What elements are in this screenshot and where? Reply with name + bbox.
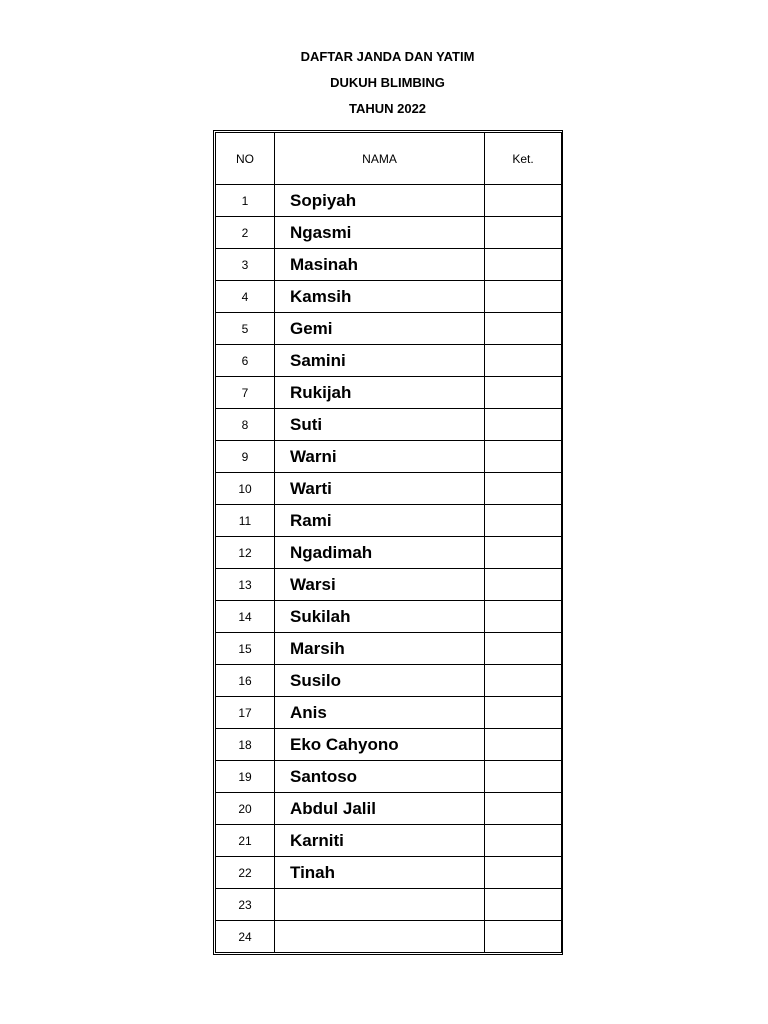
- cell-ket: [485, 601, 562, 633]
- cell-ket: [485, 185, 562, 217]
- table-row: [216, 473, 562, 505]
- cell-no: 17: [216, 697, 275, 729]
- cell-no: 6: [216, 345, 275, 377]
- document-title: DAFTAR JANDA DAN YATIM: [300, 49, 475, 64]
- cell-nama: Abdul Jalil: [275, 793, 485, 825]
- table-row: [216, 569, 562, 601]
- cell-no: 4: [216, 281, 275, 313]
- list-table-frame: [213, 130, 563, 955]
- cell-ket: [485, 505, 562, 537]
- table-row: [216, 825, 562, 857]
- cell-nama: Samini: [275, 345, 485, 377]
- cell-nama: Ngadimah: [275, 537, 485, 569]
- cell-ket: [485, 857, 562, 889]
- table-row: [216, 409, 562, 441]
- cell-no: 10: [216, 473, 275, 505]
- cell-ket: [485, 569, 562, 601]
- cell-ket: [485, 377, 562, 409]
- cell-nama: Marsih: [275, 633, 485, 665]
- table-row: [216, 793, 562, 825]
- cell-no: 2: [216, 217, 275, 249]
- cell-nama: Masinah: [275, 249, 485, 281]
- table-row: [216, 281, 562, 313]
- cell-ket: [485, 441, 562, 473]
- table-row: [216, 217, 562, 249]
- table-row: [216, 185, 562, 217]
- cell-nama: Kamsih: [275, 281, 485, 313]
- table-row: [216, 601, 562, 633]
- table-row: [216, 537, 562, 569]
- cell-no: 20: [216, 793, 275, 825]
- cell-no: 11: [216, 505, 275, 537]
- cell-no: 24: [216, 921, 275, 953]
- cell-nama: Ngasmi: [275, 217, 485, 249]
- header-no: NO: [216, 133, 275, 185]
- cell-no: 1: [216, 185, 275, 217]
- cell-nama: [275, 921, 485, 953]
- cell-nama: Warsi: [275, 569, 485, 601]
- table-row: [216, 505, 562, 537]
- document-title-block: [0, 47, 768, 125]
- document-subtitle-location: DUKUH BLIMBING: [330, 75, 445, 90]
- cell-no: 23: [216, 889, 275, 921]
- table-row: [216, 697, 562, 729]
- cell-no: 9: [216, 441, 275, 473]
- table-row: [216, 761, 562, 793]
- cell-ket: [485, 281, 562, 313]
- cell-ket: [485, 345, 562, 377]
- cell-ket: [485, 761, 562, 793]
- cell-no: 3: [216, 249, 275, 281]
- cell-ket: [485, 249, 562, 281]
- table-body: [216, 185, 562, 953]
- cell-no: 12: [216, 537, 275, 569]
- cell-ket: [485, 793, 562, 825]
- cell-no: 13: [216, 569, 275, 601]
- cell-nama: Warni: [275, 441, 485, 473]
- cell-no: 7: [216, 377, 275, 409]
- cell-nama: [275, 889, 485, 921]
- cell-no: 18: [216, 729, 275, 761]
- cell-ket: [485, 409, 562, 441]
- table-row: [216, 889, 562, 921]
- cell-no: 14: [216, 601, 275, 633]
- cell-nama: Eko Cahyono: [275, 729, 485, 761]
- cell-nama: Karniti: [275, 825, 485, 857]
- cell-ket: [485, 889, 562, 921]
- cell-nama: Anis: [275, 697, 485, 729]
- cell-ket: [485, 473, 562, 505]
- cell-no: 19: [216, 761, 275, 793]
- cell-ket: [485, 825, 562, 857]
- cell-ket: [485, 217, 562, 249]
- cell-ket: [485, 665, 562, 697]
- cell-nama: Sukilah: [275, 601, 485, 633]
- cell-nama: Rukijah: [275, 377, 485, 409]
- header-ket: Ket.: [485, 133, 562, 185]
- cell-nama: Tinah: [275, 857, 485, 889]
- cell-no: 21: [216, 825, 275, 857]
- cell-nama: Susilo: [275, 665, 485, 697]
- table-row: [216, 633, 562, 665]
- table-row: [216, 377, 562, 409]
- cell-nama: Rami: [275, 505, 485, 537]
- table-row: [216, 345, 562, 377]
- cell-nama: Warti: [275, 473, 485, 505]
- table-row: [216, 441, 562, 473]
- cell-ket: [485, 729, 562, 761]
- table-row: [216, 249, 562, 281]
- cell-no: 8: [216, 409, 275, 441]
- table-row: [216, 313, 562, 345]
- cell-ket: [485, 537, 562, 569]
- cell-ket: [485, 697, 562, 729]
- cell-no: 5: [216, 313, 275, 345]
- cell-nama: Suti: [275, 409, 485, 441]
- table-row: [216, 729, 562, 761]
- list-table: [215, 132, 562, 953]
- cell-no: 15: [216, 633, 275, 665]
- cell-ket: [485, 921, 562, 953]
- table-row: [216, 665, 562, 697]
- table-header-row: [216, 133, 562, 185]
- cell-ket: [485, 313, 562, 345]
- cell-ket: [485, 633, 562, 665]
- table-row: [216, 857, 562, 889]
- table-row: [216, 921, 562, 953]
- document-subtitle-year: TAHUN 2022: [348, 101, 427, 116]
- cell-no: 22: [216, 857, 275, 889]
- cell-nama: Santoso: [275, 761, 485, 793]
- header-nama: NAMA: [275, 133, 485, 185]
- cell-nama: Gemi: [275, 313, 485, 345]
- cell-no: 16: [216, 665, 275, 697]
- cell-nama: Sopiyah: [275, 185, 485, 217]
